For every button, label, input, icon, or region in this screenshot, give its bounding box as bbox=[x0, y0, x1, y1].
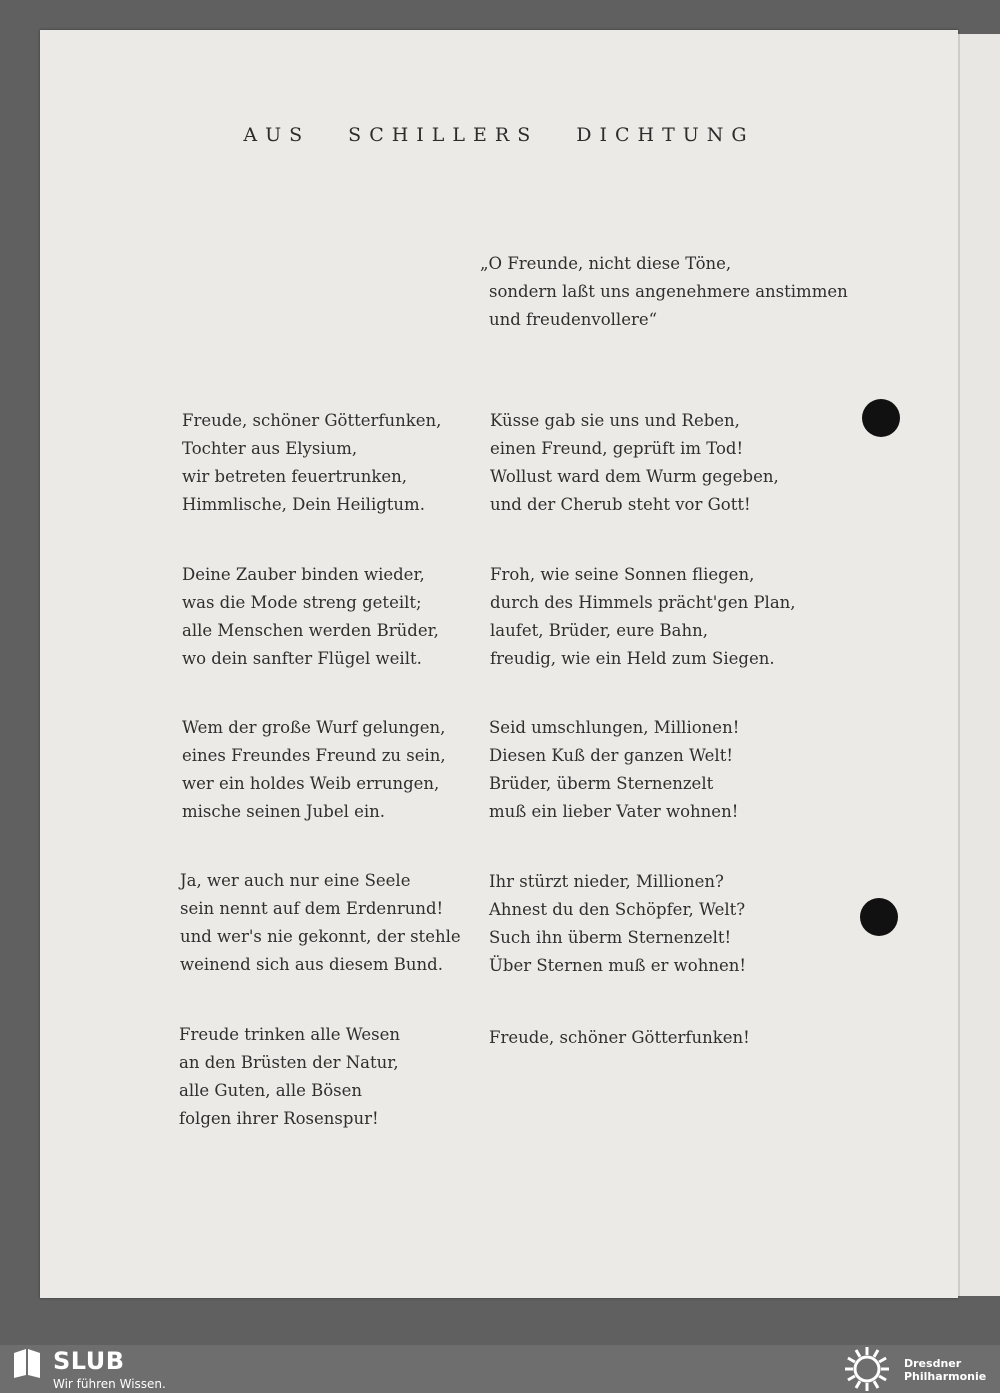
verse-line: alle Menschen werden Brüder, bbox=[182, 621, 439, 640]
verse-line: sein nennt auf dem Erdenrund! bbox=[180, 899, 444, 918]
verse-line: Freude trinken alle Wesen bbox=[179, 1025, 400, 1044]
verse-line: alle Guten, alle Bösen bbox=[179, 1081, 363, 1100]
verse-line: mische seinen Jubel ein. bbox=[182, 802, 386, 821]
verse-line: eines Freundes Freund zu sein, bbox=[182, 746, 446, 765]
verse-line: und der Cherub steht vor Gott! bbox=[490, 495, 751, 514]
left-stanza-2 bbox=[182, 561, 439, 673]
verse-line: Wollust ward dem Wurm gegeben, bbox=[490, 467, 779, 486]
intro-quote bbox=[480, 250, 848, 334]
verse-line: Such ihn überm Sternenzelt! bbox=[489, 928, 732, 947]
left-stanza-1 bbox=[182, 407, 441, 519]
verse-line: wer ein holdes Weib errungen, bbox=[182, 774, 440, 793]
verse-line: Deine Zauber binden wieder, bbox=[182, 565, 425, 584]
verse-line: Küsse gab sie uns und Reben, bbox=[490, 411, 740, 430]
philharmonie-brand[interactable] bbox=[904, 1357, 986, 1383]
right-stanza-4 bbox=[489, 868, 746, 980]
verse-line: folgen ihrer Rosenspur! bbox=[179, 1109, 379, 1128]
verse-line: Seid umschlungen, Millionen! bbox=[489, 718, 740, 737]
verse-line: und wer's nie gekonnt, der stehle bbox=[180, 927, 461, 946]
intro-line: und freudenvollere“ bbox=[489, 310, 658, 329]
book-icon bbox=[12, 1347, 42, 1379]
right-stanza-2 bbox=[490, 561, 796, 673]
right-stanza-3 bbox=[489, 714, 739, 826]
verse-line: Freude, schöner Götterfunken! bbox=[489, 1028, 750, 1047]
verse-line: wir betreten feuertrunken, bbox=[182, 467, 407, 486]
punch-hole-bottom bbox=[860, 898, 898, 936]
verse-line: Brüder, überm Sternenzelt bbox=[489, 774, 714, 793]
verse-line: Über Sternen muß er wohnen! bbox=[489, 956, 746, 975]
slub-tagline: Wir führen Wissen. bbox=[53, 1377, 166, 1391]
verse-line: Wem der große Wurf gelungen, bbox=[182, 718, 446, 737]
verse-line: Ja, wer auch nur eine Seele bbox=[180, 871, 411, 890]
verse-line: Ihr stürzt nieder, Millionen? bbox=[489, 872, 724, 891]
slub-brand[interactable]: SLUB bbox=[53, 1347, 125, 1375]
right-stanza-5 bbox=[489, 1024, 750, 1052]
philharmonie-line-1: Dresdner bbox=[904, 1357, 962, 1370]
philharmonie-line-2: Philharmonie bbox=[904, 1370, 987, 1383]
verse-line: laufet, Brüder, eure Bahn, bbox=[490, 621, 709, 640]
verse-line: Himmlische, Dein Heiligtum. bbox=[182, 495, 425, 514]
verse-line: Freude, schöner Götterfunken, bbox=[182, 411, 442, 430]
left-stanza-3 bbox=[182, 714, 446, 826]
verse-line: Tochter aus Elysium, bbox=[182, 439, 358, 458]
intro-line: sondern laßt uns angenehmere anstimmen bbox=[489, 282, 848, 301]
left-stanza-5 bbox=[179, 1021, 400, 1133]
left-stanza-4 bbox=[180, 867, 461, 979]
right-stanza-1 bbox=[490, 407, 779, 519]
page-title: AUS SCHILLERS DICHTUNG bbox=[243, 124, 755, 146]
verse-line: was die Mode streng geteilt; bbox=[182, 593, 422, 612]
verse-line: Froh, wie seine Sonnen fliegen, bbox=[490, 565, 755, 584]
verse-line: an den Brüsten der Natur, bbox=[179, 1053, 399, 1072]
adjacent-page-edge bbox=[958, 34, 1000, 1296]
sunburst-logo-icon bbox=[842, 1346, 892, 1392]
intro-line: „O Freunde, nicht diese Töne, bbox=[480, 254, 732, 273]
verse-line: Diesen Kuß der ganzen Welt! bbox=[489, 746, 733, 765]
verse-line: freudig, wie ein Held zum Siegen. bbox=[490, 649, 775, 668]
verse-line: durch des Himmels prächt'gen Plan, bbox=[490, 593, 796, 612]
verse-line: muß ein lieber Vater wohnen! bbox=[489, 802, 739, 821]
punch-hole-top bbox=[862, 399, 900, 437]
verse-line: einen Freund, geprüft im Tod! bbox=[490, 439, 744, 458]
verse-line: weinend sich aus diesem Bund. bbox=[180, 955, 443, 974]
verse-line: wo dein sanfter Flügel weilt. bbox=[182, 649, 422, 668]
verse-line: Ahnest du den Schöpfer, Welt? bbox=[489, 900, 746, 919]
